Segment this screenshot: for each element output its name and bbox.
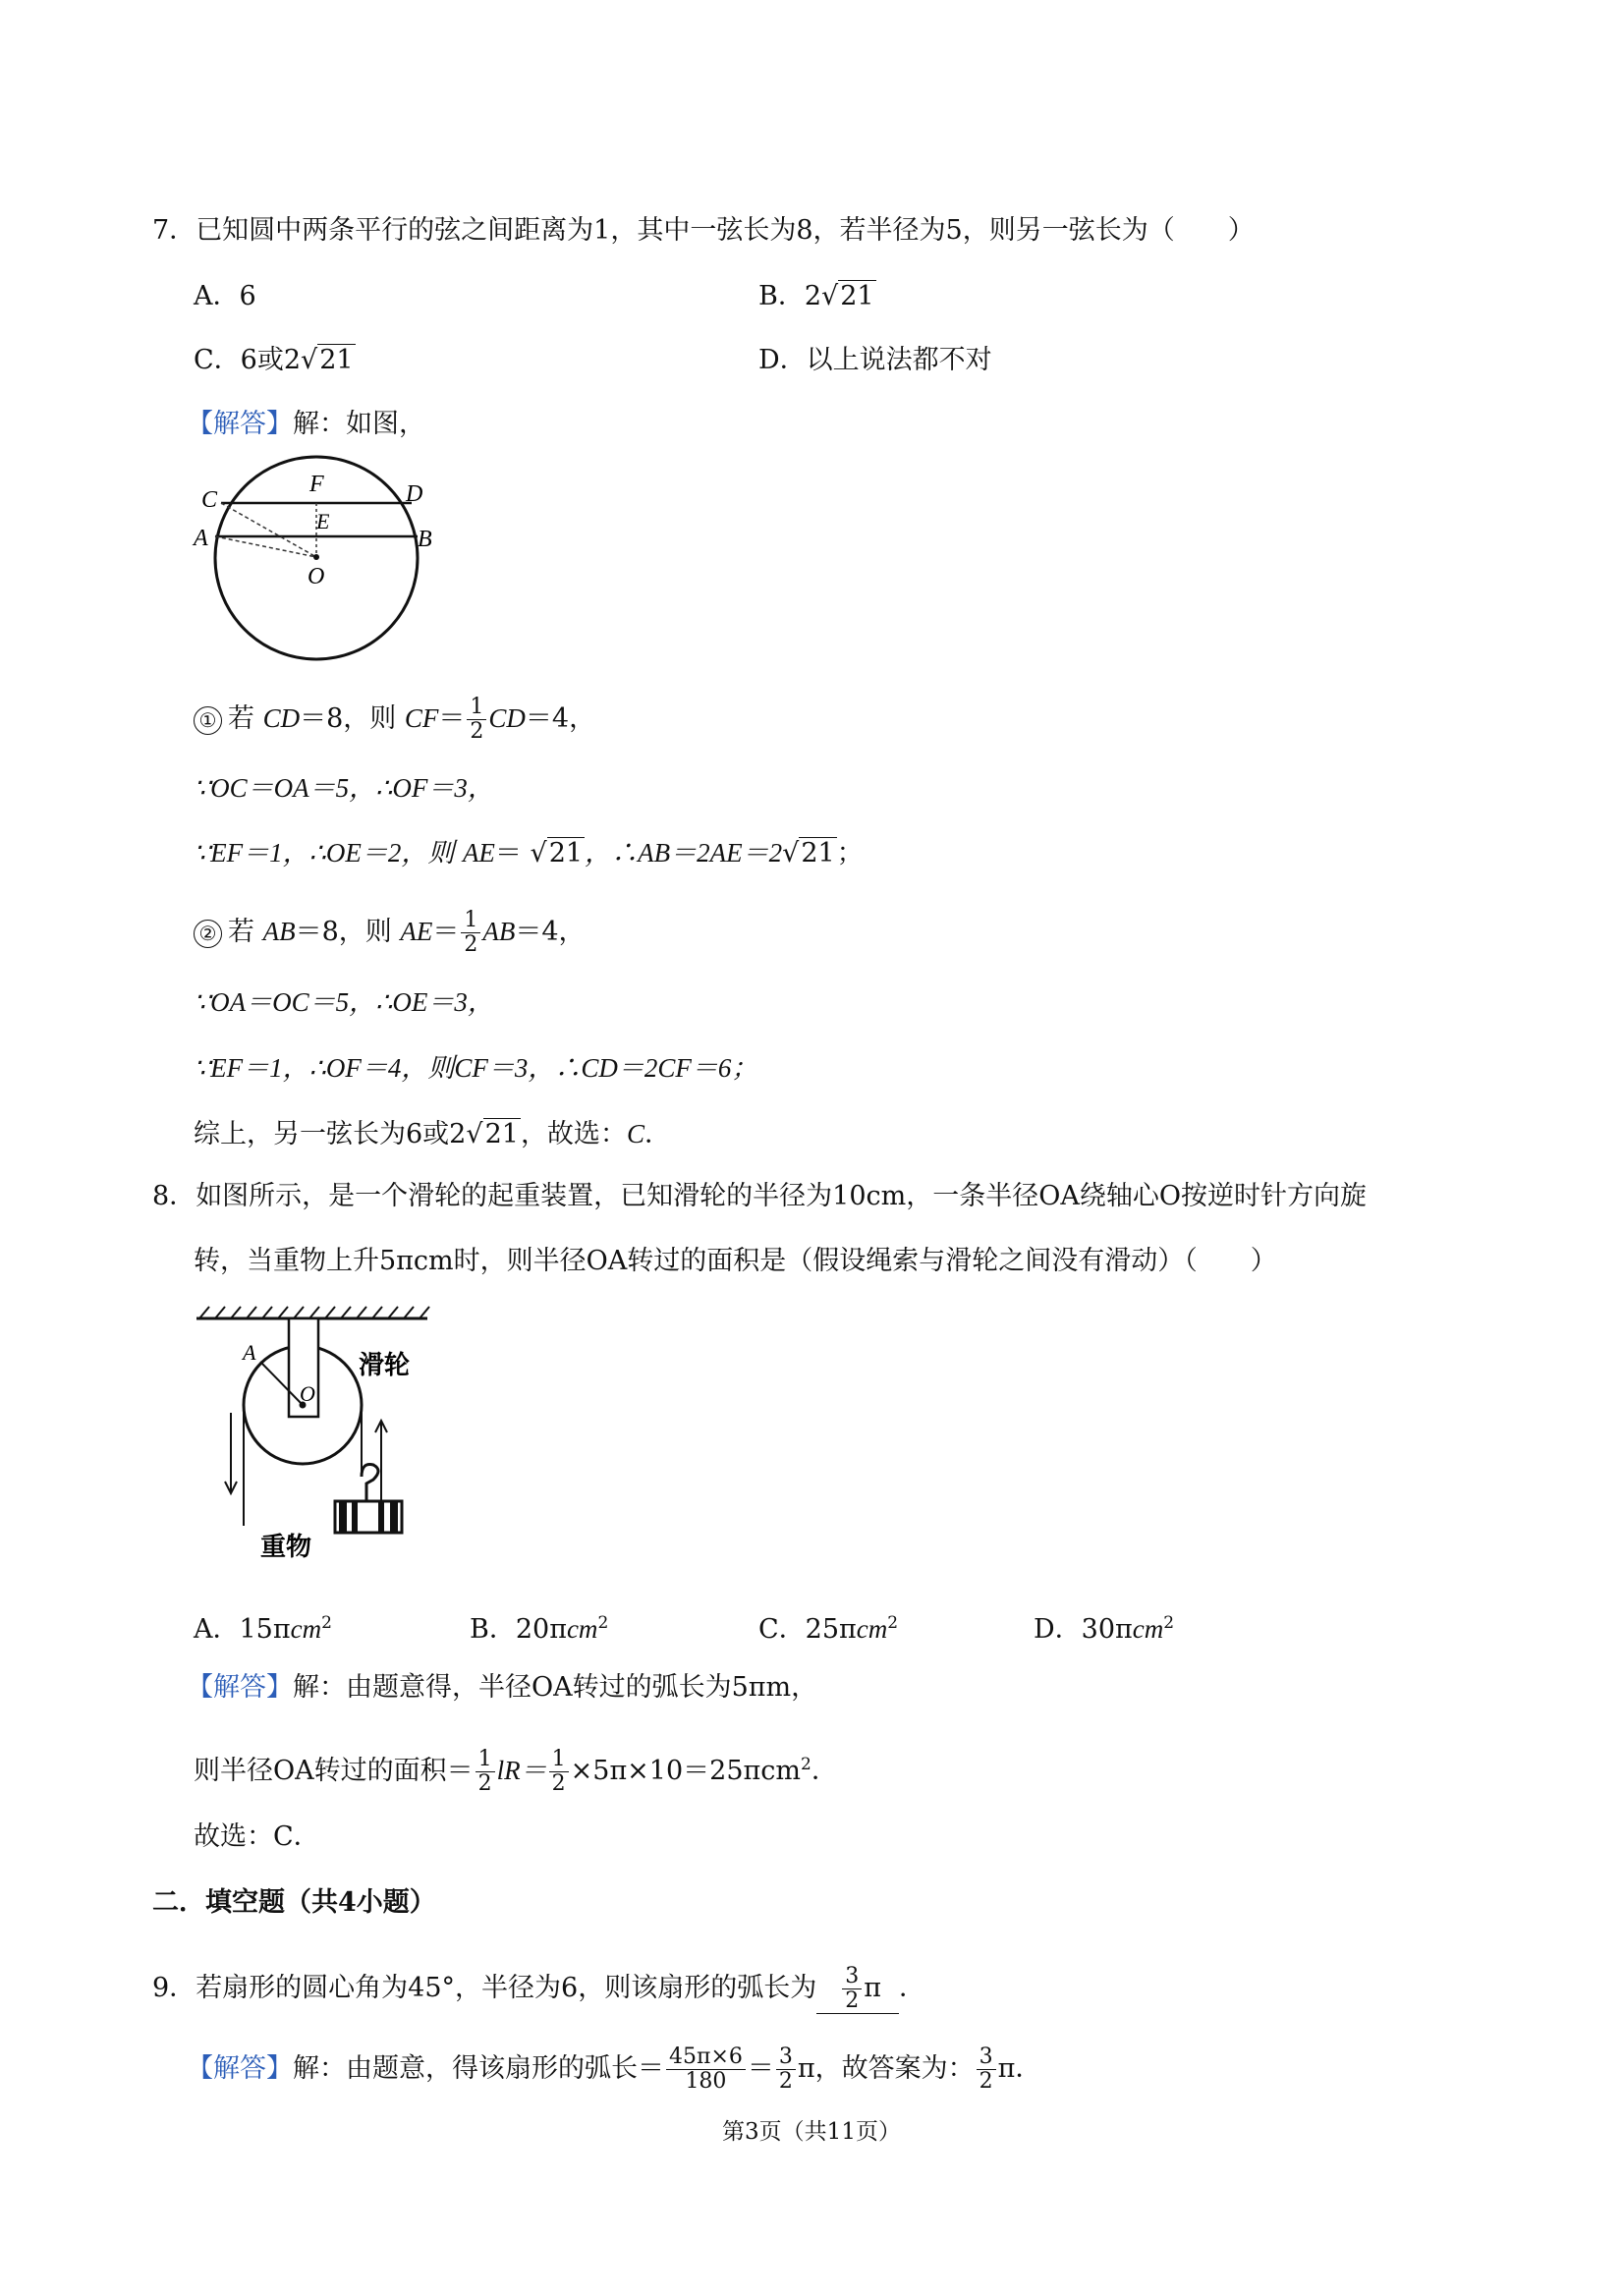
label-b: B <box>418 527 432 552</box>
q7-solution-line-6: ∵EF＝1，∴OF＝4，则CF＝3，∴CD＝2CF＝6； <box>194 1053 758 1083</box>
q7-solution-line-4: ② 若 AB＝8，则 AE＝ $\frac{1}{2}$ AB＝4， <box>194 909 586 957</box>
segment-oa <box>215 536 316 557</box>
q8-pulley-figure <box>192 1305 447 1570</box>
q9-stem: 9．若扇形的圆心角为45°，半径为6，则该扇形的弧长为 $\frac{3}{2}$ π ． <box>152 1964 925 2013</box>
label-f: F <box>309 472 324 497</box>
q7-solution-line-2: ∵OC＝OA＝5，∴OF＝3， <box>194 773 494 803</box>
q7-solution-line-1: ① 若 CD＝8，则 CF＝ $\frac{1}{2}$ CD＝4， <box>194 696 595 744</box>
label-e: E <box>316 509 330 533</box>
label-o: O <box>308 564 325 589</box>
q7-option-c: C．6或2√21 <box>194 345 354 375</box>
page-footer: 第3页（共11页） <box>722 2119 901 2145</box>
q9-answer-blank: $\frac{3}{2}$ π <box>816 1965 899 2014</box>
q8-stem-line-1: 8．如图所示，是一个滑轮的起重装置，已知滑轮的半径为10cm，一条半径OA绕轴心O按逆时针方向旋 <box>152 1181 1368 1211</box>
q8-option-d: D．30πcm$^2$ <box>1034 1613 1175 1645</box>
q7-answer-intro: 【解答】解：如图， <box>187 409 425 439</box>
q7-option-a: A．6 <box>194 281 256 311</box>
label-a: A <box>243 1340 256 1365</box>
label-weight: 重物 <box>260 1533 312 1562</box>
q7-stem: 7．已知圆中两条平行的弦之间距离为1，其中一弦长为8，若半径为5，则另一弦长为（ ） <box>152 215 1255 246</box>
segment-oc <box>221 503 316 557</box>
q7-circle-figure <box>192 450 447 676</box>
hook <box>362 1465 378 1502</box>
q8-option-b: B．20πcm$^2$ <box>470 1613 609 1645</box>
q7-option-d: D．以上说法都不对 <box>758 345 992 375</box>
label-pulley: 滑轮 <box>359 1351 411 1380</box>
q7-solution-conclusion: 综上，另一弦长为6或2√21，故选：C． <box>194 1119 671 1149</box>
q8-stem-line-2: 转，当重物上升5πcm时，则半径OA转过的面积是（假设绳索与滑轮之间没有滑动）（ ） <box>194 1246 1277 1276</box>
q7-option-b: B．2√21 <box>758 281 874 311</box>
section-heading: 二．填空题（共4小题） <box>152 1887 436 1918</box>
label-d: D <box>406 481 423 507</box>
q8-option-c: C．25πcm$^2$ <box>758 1613 899 1645</box>
q9-answer: 【解答】解：由题意，得该扇形的弧长＝ $\frac{45\pi\times 6}{180}$ ＝ $\frac{3}{2}$ π，故答案为： $\frac{3}{2}$ π． <box>187 2044 1042 2094</box>
q8-answer-line-1: 【解答】解：由题意得，半径OA转过的弧长为5πm， <box>187 1672 818 1703</box>
q7-solution-line-5: ∵OA＝OC＝5，∴OE＝3， <box>194 987 494 1017</box>
label-o: O <box>300 1381 315 1406</box>
q8-answer-line-2: 则半径OA转过的面积＝ $\frac{1}{2}$ lR＝ $\frac{1}{2}$ ×5π×10＝25πcm$^2$． <box>194 1747 838 1796</box>
q8-option-a: A．15πcm$^2$ <box>194 1613 332 1645</box>
label-a: A <box>194 526 208 551</box>
center-point <box>313 554 319 560</box>
label-c: C <box>201 487 218 513</box>
q8-answer-line-3: 故选：C． <box>194 1821 320 1852</box>
ceiling-hatching <box>199 1307 429 1318</box>
q7-solution-line-3: ∵EF＝1，∴OE＝2，则 AE＝ √21，∴AB＝2AE＝2√21； <box>194 838 864 868</box>
